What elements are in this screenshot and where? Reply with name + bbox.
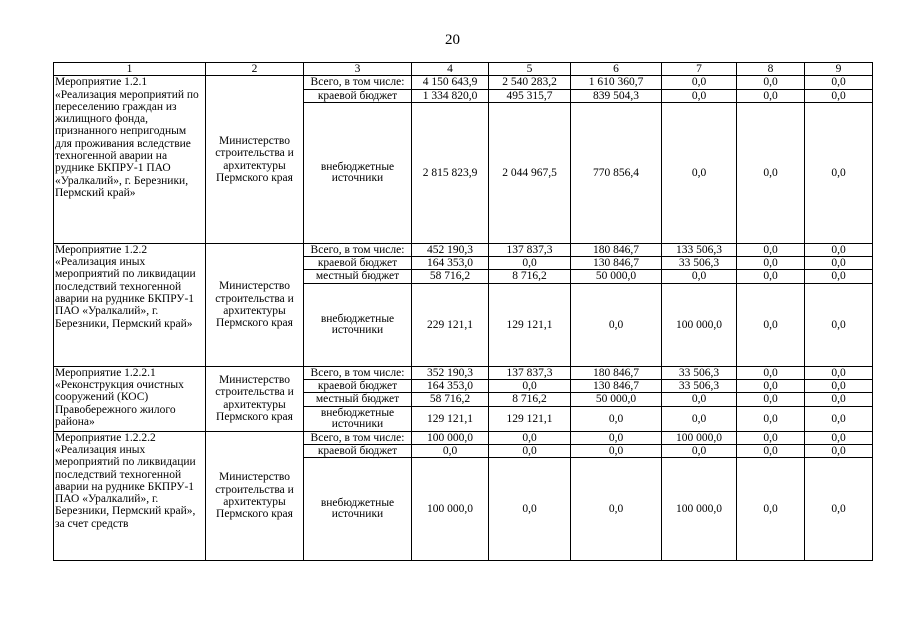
amount-cell: 0,0 xyxy=(412,444,489,457)
amount-cell: 0,0 xyxy=(805,380,873,393)
amount-cell: 100 000,0 xyxy=(662,283,737,366)
amount-cell: 1 334 820,0 xyxy=(412,89,489,102)
amount-cell: 50 000,0 xyxy=(571,393,662,406)
table-row xyxy=(54,431,873,444)
funding-source-cell: Всего, в том числе: xyxy=(304,366,412,379)
amount-cell: 0,0 xyxy=(489,257,571,270)
amount-cell: 0,0 xyxy=(571,458,662,561)
amount-cell: 2 540 283,2 xyxy=(489,76,571,89)
amount-cell: 0,0 xyxy=(805,406,873,431)
funding-source-cell: местный бюджет xyxy=(304,270,412,283)
header-cell: 3 xyxy=(304,63,412,76)
amount-cell: 0,0 xyxy=(662,89,737,102)
amount-cell: 0,0 xyxy=(737,444,805,457)
amount-cell: 129 121,1 xyxy=(489,406,571,431)
header-cell: 6 xyxy=(571,63,662,76)
amount-cell: 0,0 xyxy=(737,406,805,431)
funding-source-cell: внебюджетные источники xyxy=(304,406,412,431)
amount-cell: 4 150 643,9 xyxy=(412,76,489,89)
amount-cell: 0,0 xyxy=(737,366,805,379)
amount-cell: 229 121,1 xyxy=(412,283,489,366)
amount-cell: 0,0 xyxy=(737,102,805,243)
amount-cell: 0,0 xyxy=(805,89,873,102)
amount-cell: 130 846,7 xyxy=(571,257,662,270)
header-row xyxy=(54,63,873,76)
executor-cell: Министерство строительства и архитектуры Пермского края xyxy=(206,76,304,244)
amount-cell: 164 353,0 xyxy=(412,380,489,393)
amount-cell: 0,0 xyxy=(737,270,805,283)
amount-cell: 33 506,3 xyxy=(662,257,737,270)
amount-cell: 0,0 xyxy=(571,431,662,444)
table-row xyxy=(54,366,873,379)
amount-cell: 770 856,4 xyxy=(571,102,662,243)
amount-cell: 0,0 xyxy=(489,380,571,393)
funding-source-cell: внебюджетные источники xyxy=(304,102,412,243)
header-cell: 1 xyxy=(54,63,206,76)
amount-cell: 100 000,0 xyxy=(662,458,737,561)
amount-cell: 495 315,7 xyxy=(489,89,571,102)
amount-cell: 0,0 xyxy=(805,283,873,366)
amount-cell: 0,0 xyxy=(571,283,662,366)
amount-cell: 0,0 xyxy=(662,270,737,283)
amount-cell: 0,0 xyxy=(737,458,805,561)
amount-cell: 0,0 xyxy=(805,393,873,406)
amount-cell: 0,0 xyxy=(805,458,873,561)
measure-name-cell: Мероприятие 1.2.2.1 «Реконструкция очистных сооружений (КОС) Правобережного жилого района» xyxy=(54,366,206,431)
amount-cell: 137 837,3 xyxy=(489,243,571,256)
amount-cell: 0,0 xyxy=(737,393,805,406)
amount-cell: 2 044 967,5 xyxy=(489,102,571,243)
amount-cell: 0,0 xyxy=(737,431,805,444)
amount-cell: 180 846,7 xyxy=(571,243,662,256)
amount-cell: 2 815 823,9 xyxy=(412,102,489,243)
funding-source-cell: краевой бюджет xyxy=(304,444,412,457)
header-cell: 2 xyxy=(206,63,304,76)
funding-source-cell: Всего, в том числе: xyxy=(304,431,412,444)
amount-cell: 180 846,7 xyxy=(571,366,662,379)
amount-cell: 133 506,3 xyxy=(662,243,737,256)
funding-source-cell: краевой бюджет xyxy=(304,257,412,270)
amount-cell: 164 353,0 xyxy=(412,257,489,270)
amount-cell: 8 716,2 xyxy=(489,270,571,283)
measure-name-cell: Мероприятие 1.2.2.2 «Реализация иных мероприятий по ликвидации последствий техногенной аварии на руднике БКПРУ-1 ПАО «Уралкалий», г. Березники, Пермский край», за счет средств xyxy=(54,431,206,561)
measure-name-cell: Мероприятие 1.2.2 «Реализация иных мероприятий по ликвидации последствий техногенной аварии на руднике БКПРУ-1 ПАО «Уралкалий», г. Березники, Пермский край» xyxy=(54,243,206,366)
amount-cell: 100 000,0 xyxy=(662,431,737,444)
amount-cell: 58 716,2 xyxy=(412,393,489,406)
amount-cell: 100 000,0 xyxy=(412,458,489,561)
measure-name-cell: Мероприятие 1.2.1 «Реализация мероприятий по переселению граждан из жилищного фонда, признанного непригодным для проживания вследствие техногенной аварии на руднике БКПРУ-1 ПАО «Уралкалий», г. Березники, Пермский край» xyxy=(54,76,206,244)
amount-cell: 0,0 xyxy=(805,76,873,89)
amount-cell: 33 506,3 xyxy=(662,366,737,379)
page-number: 20 xyxy=(445,32,460,48)
amount-cell: 0,0 xyxy=(805,431,873,444)
amount-cell: 0,0 xyxy=(737,89,805,102)
amount-cell: 0,0 xyxy=(805,243,873,256)
amount-cell: 8 716,2 xyxy=(489,393,571,406)
amount-cell: 0,0 xyxy=(737,257,805,270)
funding-source-cell: краевой бюджет xyxy=(304,89,412,102)
table-row xyxy=(54,76,873,89)
header-cell: 7 xyxy=(662,63,737,76)
amount-cell: 0,0 xyxy=(805,102,873,243)
executor-cell: Министерство строительства и архитектуры Пермского края xyxy=(206,431,304,561)
amount-cell: 0,0 xyxy=(805,366,873,379)
amount-cell: 452 190,3 xyxy=(412,243,489,256)
amount-cell: 0,0 xyxy=(737,283,805,366)
header-cell: 4 xyxy=(412,63,489,76)
amount-cell: 0,0 xyxy=(662,102,737,243)
amount-cell: 0,0 xyxy=(489,431,571,444)
amount-cell: 1 610 360,7 xyxy=(571,76,662,89)
amount-cell: 0,0 xyxy=(571,406,662,431)
amount-cell: 0,0 xyxy=(662,406,737,431)
amount-cell: 0,0 xyxy=(662,393,737,406)
funding-source-cell: внебюджетные источники xyxy=(304,458,412,561)
header-cell: 5 xyxy=(489,63,571,76)
amount-cell: 33 506,3 xyxy=(662,380,737,393)
amount-cell: 0,0 xyxy=(489,444,571,457)
funding-source-cell: внебюджетные источники xyxy=(304,283,412,366)
table-row xyxy=(54,243,873,256)
executor-cell: Министерство строительства и архитектуры Пермского края xyxy=(206,243,304,366)
header-cell: 8 xyxy=(737,63,805,76)
funding-source-cell: местный бюджет xyxy=(304,393,412,406)
amount-cell: 352 190,3 xyxy=(412,366,489,379)
amount-cell: 0,0 xyxy=(489,458,571,561)
amount-cell: 100 000,0 xyxy=(412,431,489,444)
executor-cell: Министерство строительства и архитектуры Пермского края xyxy=(206,366,304,431)
amount-cell: 130 846,7 xyxy=(571,380,662,393)
amount-cell: 0,0 xyxy=(662,76,737,89)
amount-cell: 50 000,0 xyxy=(571,270,662,283)
amount-cell: 0,0 xyxy=(805,257,873,270)
amount-cell: 137 837,3 xyxy=(489,366,571,379)
amount-cell: 0,0 xyxy=(737,380,805,393)
amount-cell: 0,0 xyxy=(737,76,805,89)
header-cell: 9 xyxy=(805,63,873,76)
funding-source-cell: Всего, в том числе: xyxy=(304,76,412,89)
amount-cell: 0,0 xyxy=(805,444,873,457)
budget-table xyxy=(53,62,873,561)
amount-cell: 129 121,1 xyxy=(412,406,489,431)
amount-cell: 839 504,3 xyxy=(571,89,662,102)
amount-cell: 0,0 xyxy=(662,444,737,457)
amount-cell: 0,0 xyxy=(571,444,662,457)
amount-cell: 129 121,1 xyxy=(489,283,571,366)
amount-cell: 58 716,2 xyxy=(412,270,489,283)
amount-cell: 0,0 xyxy=(805,270,873,283)
funding-source-cell: краевой бюджет xyxy=(304,380,412,393)
funding-source-cell: Всего, в том числе: xyxy=(304,243,412,256)
amount-cell: 0,0 xyxy=(737,243,805,256)
